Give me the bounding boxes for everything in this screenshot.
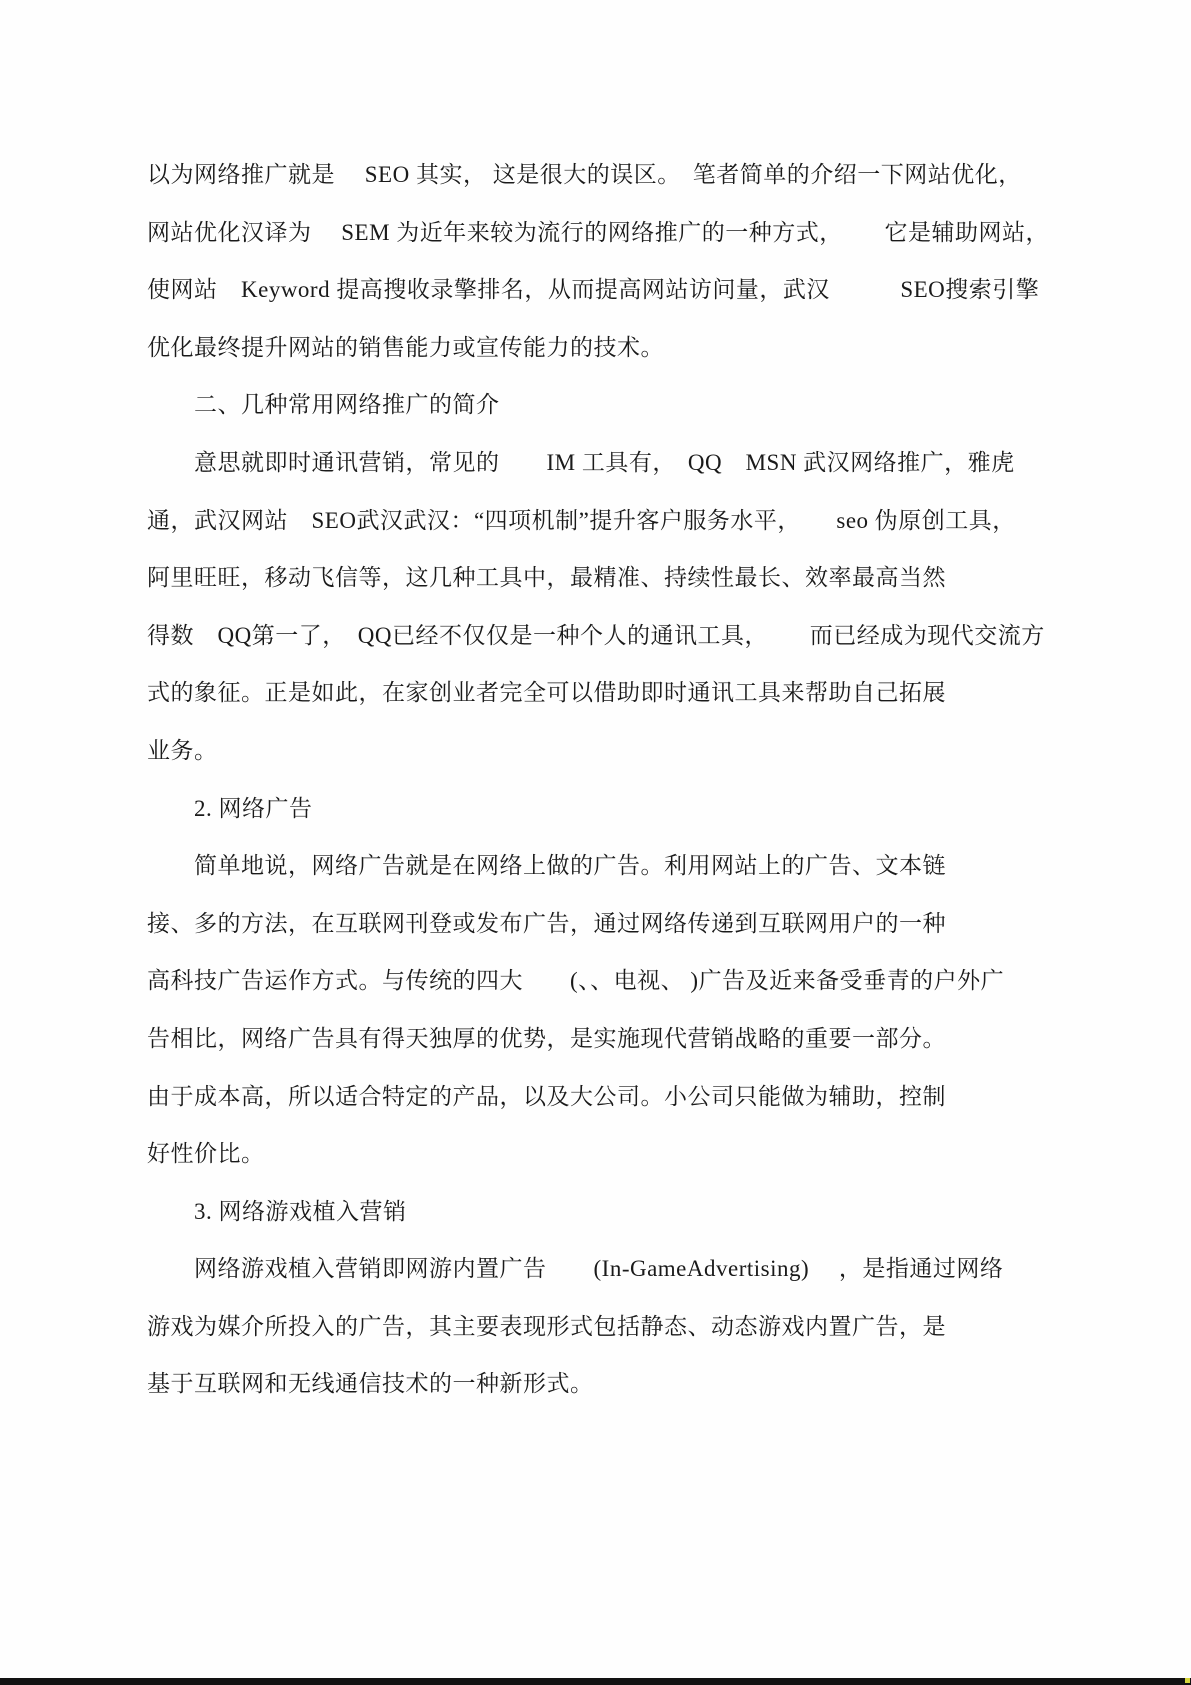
text-line: 业务。 xyxy=(147,737,218,763)
text-line: 游戏为媒介所投入的广告，其主要表现形式包括静态、动态游戏内置广告，是 xyxy=(147,1313,946,1339)
corner-artifact xyxy=(1185,1678,1190,1683)
text-line: 二、几种常用网络推广的简介 xyxy=(147,392,500,418)
text-line: 3. 网络游戏植入营销 xyxy=(147,1198,407,1224)
text-line: 由于成本高，所以适合特定的产品，以及大公司。小公司只能做为辅助，控制 xyxy=(147,1083,946,1109)
page-bottom-border xyxy=(0,1678,1191,1685)
text-line: 基于互联网和无线通信技术的一种新形式。 xyxy=(147,1371,594,1397)
text-line: 2. 网络广告 xyxy=(147,795,313,821)
text-line: 得数 QQ第一了， QQ已经不仅仅是一种个人的通讯工具， 而已经成为现代交流方 xyxy=(147,622,1045,648)
text-line: 网站优化汉译为 SEM 为近年来较为流行的网络推广的一种方式， 它是辅助网站， xyxy=(147,219,1050,245)
text-line: 接、多的方法，在互联网刊登或发布广告，通过网络传递到互联网用户的一种 xyxy=(147,910,946,936)
text-line: 阿里旺旺，移动飞信等，这几种工具中，最精准、持续性最长、效率最高当然 xyxy=(147,565,946,591)
text-lines xyxy=(147,146,1067,1413)
text-line: 以为网络推广就是 SEO 其实， 这是很大的误区。 笔者简单的介绍一下网站优化， xyxy=(147,162,1022,187)
text-line: 简单地说，网络广告就是在网络上做的广告。利用网站上的广告、文本链 xyxy=(147,853,946,879)
text-line: 优化最终提升网站的销售能力或宣传能力的技术。 xyxy=(147,334,664,360)
text-line: 式的象征。正是如此，在家创业者完全可以借助即时通讯工具来帮助自己拓展 xyxy=(147,680,946,706)
text-line: 意思就即时通讯营销，常见的 IM 工具有， QQ MSN 武汉网络推广，雅虎 xyxy=(147,449,1015,475)
text-line: 通，武汉网站 SEO武汉武汉：“四项机制”提升客户服务水平， seo 伪原创工具， xyxy=(147,507,1016,533)
text-line: 告相比，网络广告具有得天独厚的优势，是实施现代营销战略的重要一部分。 xyxy=(147,1025,946,1051)
text-line: 好性价比。 xyxy=(147,1141,265,1167)
text-line: 使网站 Keyword 提高搜收录擎排名，从而提高网站访问量，武汉 SEO搜索引擎 xyxy=(147,277,1040,303)
text-line: 网络游戏植入营销即网游内置广告 (In-GameAdvertising) ，是指通过网络 xyxy=(147,1256,1004,1282)
text-line: 高科技广告运作方式。与传统的四大 (、、电视、 )广告及近来备受垂青的户外广 xyxy=(147,968,1005,994)
